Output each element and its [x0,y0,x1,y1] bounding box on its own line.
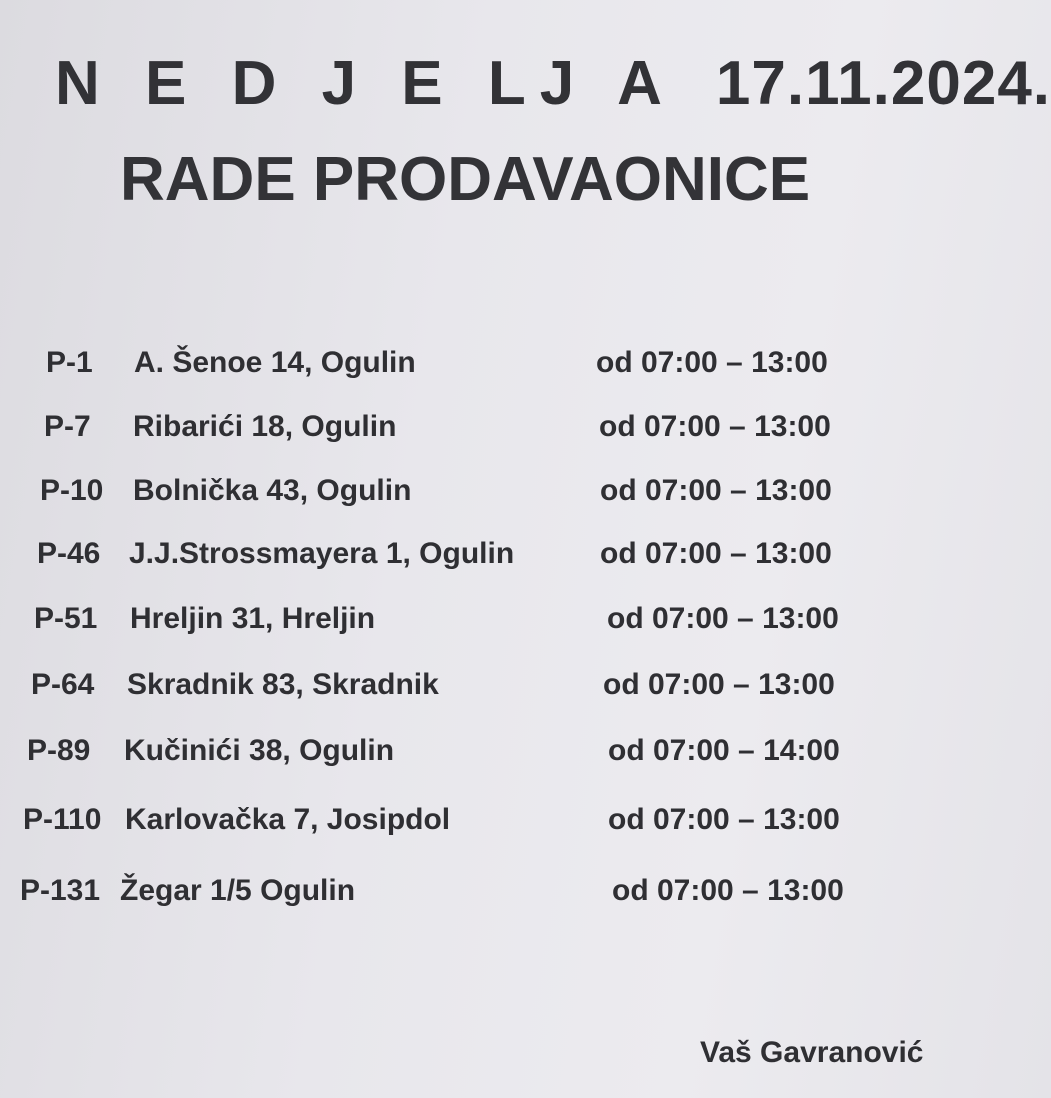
store-address: Bolnička 43, Ogulin [133,474,412,507]
store-code: P-131 [20,874,101,907]
subtitle: RADE PRODAVAONICE [120,145,811,214]
store-code: P-64 [31,668,95,701]
store-code: P-10 [40,474,104,507]
store-address: Ribarići 18, Ogulin [133,410,397,443]
title-line [55,48,1051,119]
store-address: Hreljin 31, Hreljin [130,602,376,635]
store-code: P-51 [34,602,98,635]
signature: Vaš Gavranović [700,1036,924,1069]
store-code: P-110 [23,803,102,836]
store-hours: od 07:00 – 13:00 [612,874,844,907]
store-code: P-7 [44,410,91,443]
store-address: Karlovačka 7, Josipdol [125,803,451,836]
store-hours: od 07:00 – 13:00 [596,346,828,379]
store-hours: od 07:00 – 13:00 [599,410,831,443]
title-date: 17.11.2024. [715,49,1051,118]
store-hours: od 07:00 – 13:00 [600,537,832,570]
store-code: P-1 [46,346,93,379]
store-code: P-89 [27,734,91,767]
title-day: N E D J E LJ A [55,49,676,118]
store-address: Kučinići 38, Ogulin [124,734,395,767]
store-address: Žegar 1/5 Ogulin [120,874,356,907]
store-hours: od 07:00 – 13:00 [603,668,835,701]
store-code: P-46 [37,537,101,570]
store-address: J.J.Strossmayera 1, Ogulin [129,537,515,570]
store-hours: od 07:00 – 13:00 [607,602,839,635]
store-hours: od 07:00 – 14:00 [608,734,840,767]
store-address: Skradnik 83, Skradnik [127,668,439,701]
store-address: A. Šenoe 14, Ogulin [134,346,416,379]
store-hours: od 07:00 – 13:00 [600,474,832,507]
store-hours: od 07:00 – 13:00 [608,803,840,836]
